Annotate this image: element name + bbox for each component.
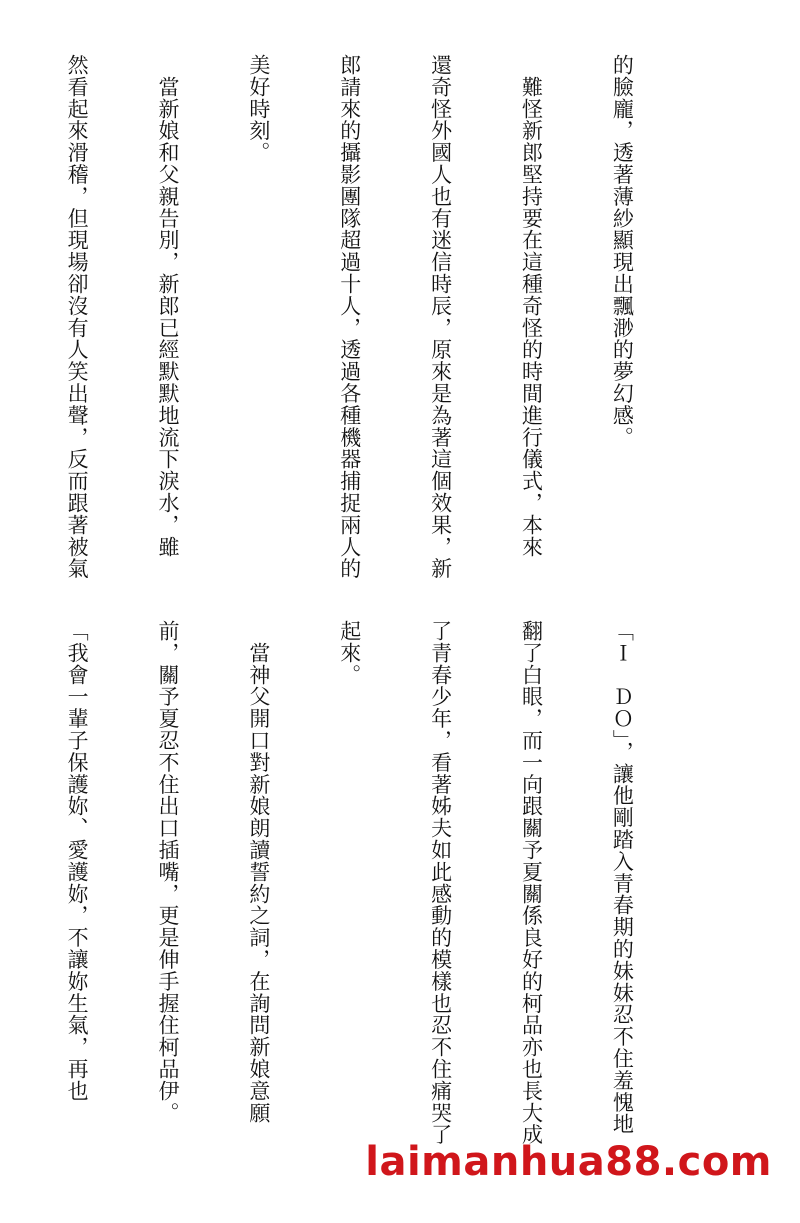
text-column: 前，關予夏忍不住出口插嘴，更是伸手握住柯品伊。 bbox=[155, 620, 180, 1124]
text-block-top bbox=[65, 54, 698, 594]
text-column: 了青春少年，看著姊夫如此感動的模樣也忍不住痛哭了 bbox=[428, 620, 453, 1146]
text-column bbox=[0, 54, 1, 594]
text-column: 起來。 bbox=[337, 620, 362, 686]
text-column: 難怪新郎堅持要在這種奇怪的時間進行儀式，本來 bbox=[519, 54, 544, 558]
text-column bbox=[0, 620, 1, 1180]
text-column: 美好時刻。 bbox=[246, 54, 271, 164]
text-column: 還奇怪外國人也有迷信時辰，原來是為著這個效果，新 bbox=[428, 54, 453, 580]
text-column: 當神父開口對新娘朗讀誓約之詞，在詢問新娘意願 bbox=[246, 620, 271, 1124]
text-column: 翻了白眼，而一向跟關予夏關係良好的柯品亦也長大成 bbox=[519, 620, 544, 1146]
text-column: 然看起來滑稽，但現場卻沒有人笑出聲，反而跟著被氣 bbox=[65, 54, 90, 580]
site-watermark: laimanhua88.com bbox=[365, 1139, 772, 1185]
text-column: 「我會一輩子保護妳、愛護妳，不讓妳生氣，再也 bbox=[65, 620, 90, 1102]
text-column: 郎請來的攝影團隊超過十人，透過各種機器捕捉兩人的 bbox=[337, 54, 362, 580]
text-column: 當新娘和父親告別，新郎已經默默地流下淚水，雖 bbox=[155, 54, 180, 558]
text-column: 的臉龐，透著薄紗顯現出飄渺的夢幻感。 bbox=[610, 54, 635, 449]
text-block-bottom bbox=[65, 620, 698, 1180]
text-column: 「Ｉ ＤＯ」，讓他剛踏入青春期的妹妹忍不住羞愧地 bbox=[610, 620, 635, 1136]
